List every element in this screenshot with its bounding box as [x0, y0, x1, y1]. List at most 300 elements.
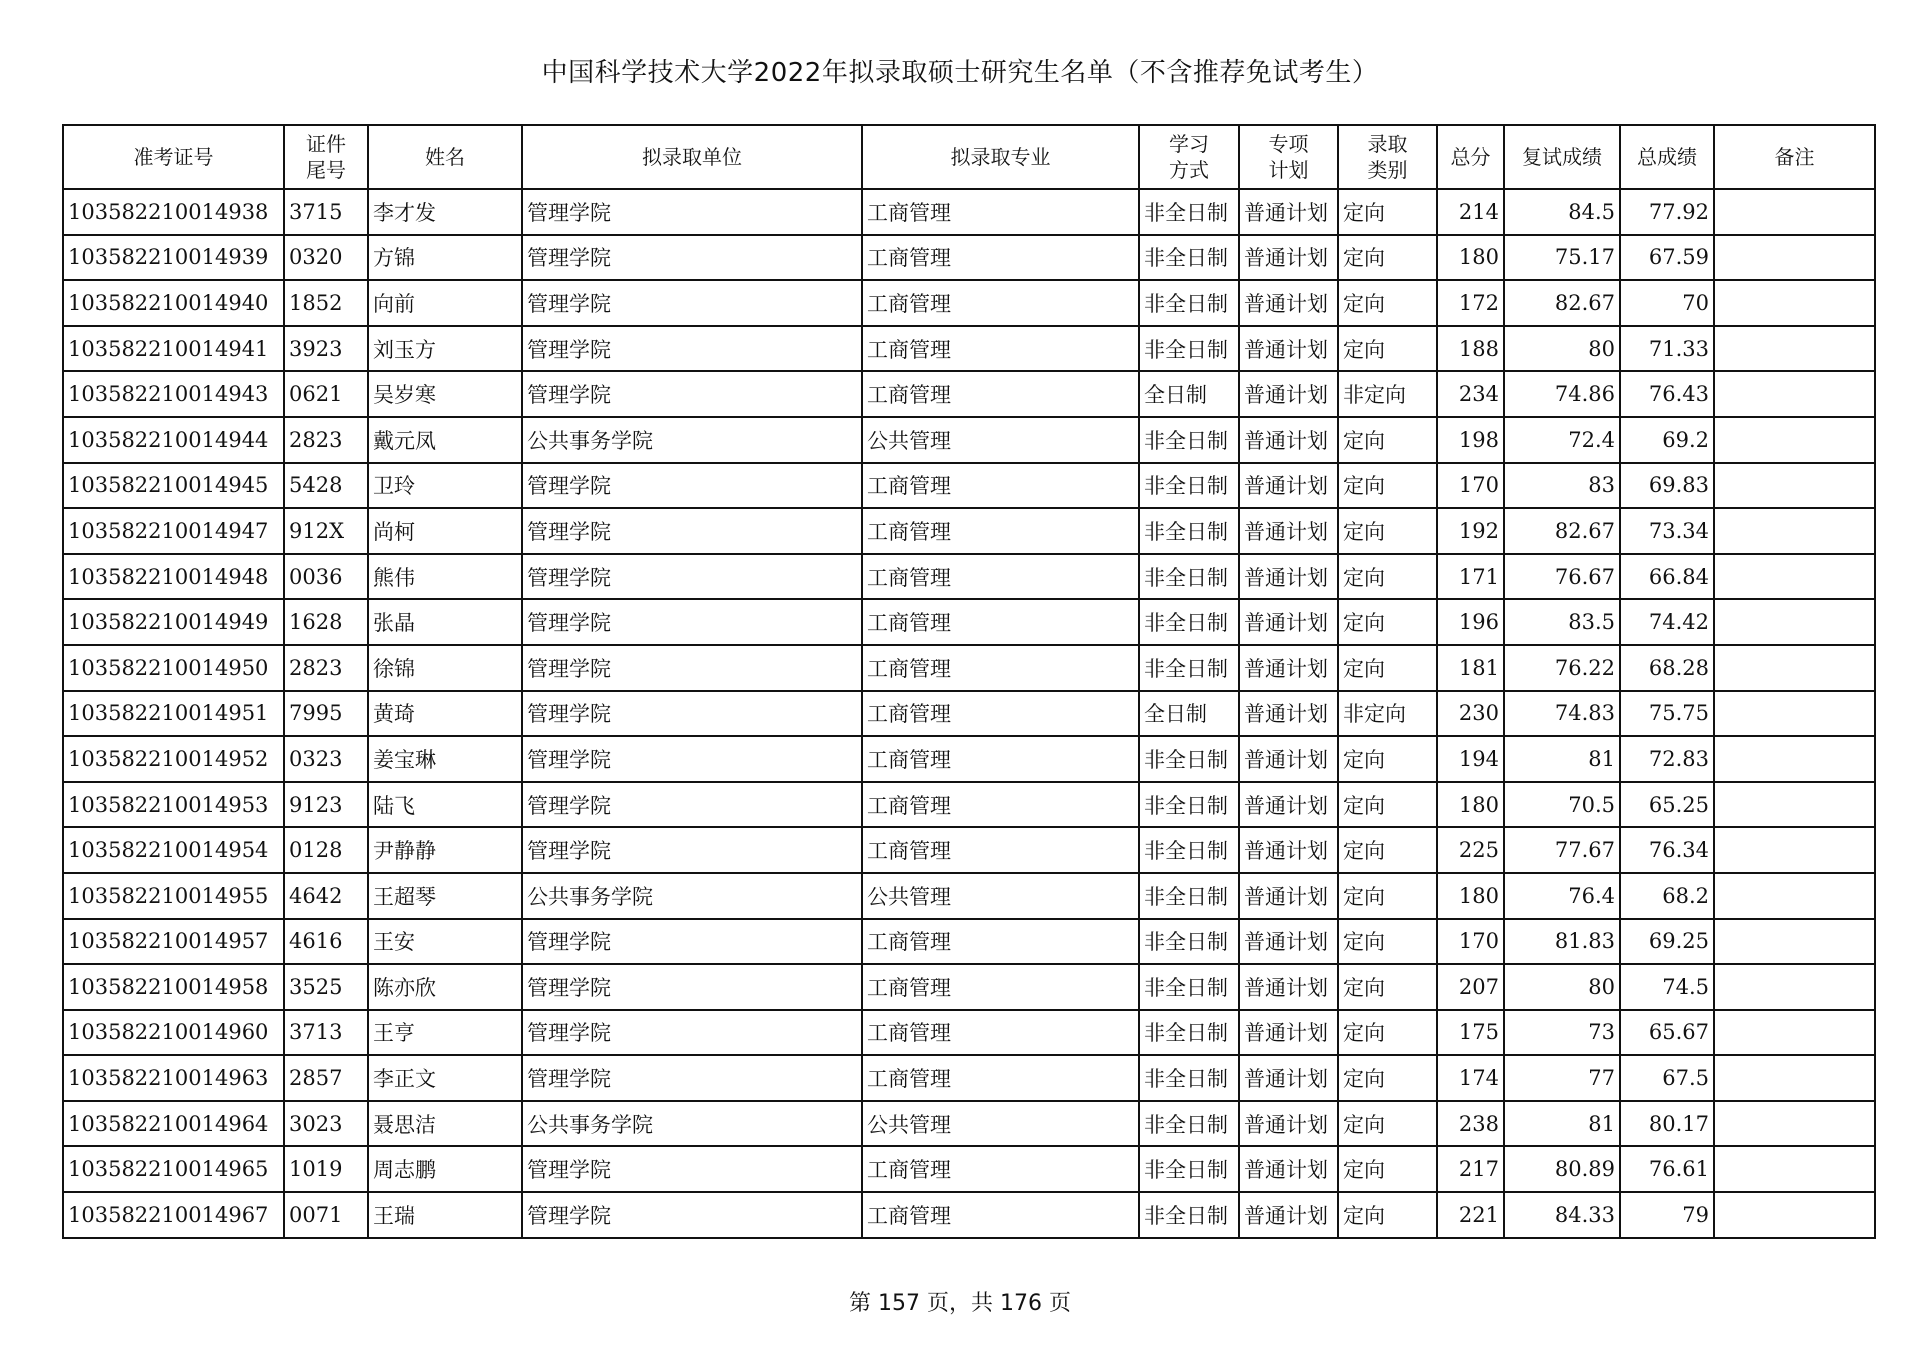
cell-major: 工商管理 — [862, 736, 1139, 782]
cell-special-plan: 普通计划 — [1239, 645, 1338, 691]
cell-final-score: 69.83 — [1620, 463, 1714, 509]
cell-unit: 管理学院 — [522, 554, 862, 600]
cell-unit: 管理学院 — [522, 919, 862, 965]
cell-unit: 管理学院 — [522, 235, 862, 281]
cell-retest-score: 82.67 — [1504, 508, 1620, 554]
cell-major: 工商管理 — [862, 827, 1139, 873]
cell-unit: 管理学院 — [522, 1192, 862, 1238]
cell-special-plan: 普通计划 — [1239, 280, 1338, 326]
cell-major: 工商管理 — [862, 919, 1139, 965]
cell-admission-type: 定向 — [1338, 1146, 1437, 1192]
header-total-score: 总分 — [1437, 125, 1504, 189]
cell-final-score: 79 — [1620, 1192, 1714, 1238]
cell-major: 工商管理 — [862, 326, 1139, 372]
table-row — [63, 326, 1875, 372]
cell-retest-score: 81 — [1504, 736, 1620, 782]
cell-name: 李才发 — [368, 189, 522, 235]
cell-final-score: 65.25 — [1620, 782, 1714, 828]
cell-exam-id: 103582210014965 — [63, 1146, 284, 1192]
cell-major: 工商管理 — [862, 371, 1139, 417]
cell-unit: 管理学院 — [522, 964, 862, 1010]
cell-total-score: 180 — [1437, 235, 1504, 281]
cell-exam-id: 103582210014945 — [63, 463, 284, 509]
cell-final-score: 66.84 — [1620, 554, 1714, 600]
cell-study-mode: 非全日制 — [1139, 873, 1239, 919]
cell-total-score: 217 — [1437, 1146, 1504, 1192]
cell-major: 公共管理 — [862, 873, 1139, 919]
cell-study-mode: 非全日制 — [1139, 1055, 1239, 1101]
cell-major: 工商管理 — [862, 280, 1139, 326]
cell-final-score: 73.34 — [1620, 508, 1714, 554]
table-row — [63, 371, 1875, 417]
header-final-score: 总成绩 — [1620, 125, 1714, 189]
cell-id-suffix: 2823 — [284, 645, 368, 691]
cell-exam-id: 103582210014948 — [63, 554, 284, 600]
cell-retest-score: 82.67 — [1504, 280, 1620, 326]
cell-admission-type: 定向 — [1338, 873, 1437, 919]
cell-unit: 管理学院 — [522, 371, 862, 417]
cell-final-score: 67.59 — [1620, 235, 1714, 281]
table-row — [63, 1010, 1875, 1056]
cell-id-suffix: 3713 — [284, 1010, 368, 1056]
cell-exam-id: 103582210014955 — [63, 873, 284, 919]
cell-unit: 管理学院 — [522, 736, 862, 782]
cell-exam-id: 103582210014940 — [63, 280, 284, 326]
cell-study-mode: 非全日制 — [1139, 417, 1239, 463]
cell-major: 工商管理 — [862, 1055, 1139, 1101]
table-row — [63, 827, 1875, 873]
cell-final-score: 65.67 — [1620, 1010, 1714, 1056]
cell-study-mode: 非全日制 — [1139, 736, 1239, 782]
cell-unit: 管理学院 — [522, 1010, 862, 1056]
cell-final-score: 76.61 — [1620, 1146, 1714, 1192]
table-row — [63, 235, 1875, 281]
cell-exam-id: 103582210014938 — [63, 189, 284, 235]
cell-major: 工商管理 — [862, 463, 1139, 509]
cell-exam-id: 103582210014960 — [63, 1010, 284, 1056]
cell-total-score: 230 — [1437, 691, 1504, 737]
cell-special-plan: 普通计划 — [1239, 736, 1338, 782]
cell-retest-score: 73 — [1504, 1010, 1620, 1056]
cell-total-score: 225 — [1437, 827, 1504, 873]
cell-id-suffix: 2857 — [284, 1055, 368, 1101]
cell-major: 工商管理 — [862, 782, 1139, 828]
cell-final-score: 71.33 — [1620, 326, 1714, 372]
cell-unit: 公共事务学院 — [522, 417, 862, 463]
cell-retest-score: 75.17 — [1504, 235, 1620, 281]
cell-retest-score: 76.67 — [1504, 554, 1620, 600]
cell-name: 张晶 — [368, 599, 522, 645]
cell-name: 王安 — [368, 919, 522, 965]
cell-final-score: 77.92 — [1620, 189, 1714, 235]
cell-admission-type: 定向 — [1338, 782, 1437, 828]
cell-name: 黄琦 — [368, 691, 522, 737]
cell-exam-id: 103582210014939 — [63, 235, 284, 281]
cell-retest-score: 81 — [1504, 1101, 1620, 1147]
cell-total-score: 181 — [1437, 645, 1504, 691]
cell-id-suffix: 0621 — [284, 371, 368, 417]
cell-final-score: 67.5 — [1620, 1055, 1714, 1101]
cell-name: 王瑞 — [368, 1192, 522, 1238]
cell-admission-type: 非定向 — [1338, 691, 1437, 737]
cell-total-score: 214 — [1437, 189, 1504, 235]
cell-final-score: 70 — [1620, 280, 1714, 326]
cell-admission-type: 定向 — [1338, 280, 1437, 326]
cell-remarks — [1714, 691, 1875, 737]
table-row — [63, 599, 1875, 645]
cell-study-mode: 全日制 — [1139, 691, 1239, 737]
cell-retest-score: 70.5 — [1504, 782, 1620, 828]
cell-admission-type: 定向 — [1338, 736, 1437, 782]
table-row — [63, 919, 1875, 965]
cell-admission-type: 定向 — [1338, 827, 1437, 873]
cell-id-suffix: 0071 — [284, 1192, 368, 1238]
cell-total-score: 198 — [1437, 417, 1504, 463]
cell-admission-type: 定向 — [1338, 417, 1437, 463]
header-retest-score: 复试成绩 — [1504, 125, 1620, 189]
cell-special-plan: 普通计划 — [1239, 554, 1338, 600]
cell-name: 陆飞 — [368, 782, 522, 828]
cell-id-suffix: 912X — [284, 508, 368, 554]
cell-exam-id: 103582210014952 — [63, 736, 284, 782]
cell-admission-type: 定向 — [1338, 964, 1437, 1010]
cell-special-plan: 普通计划 — [1239, 463, 1338, 509]
cell-remarks — [1714, 964, 1875, 1010]
cell-unit: 公共事务学院 — [522, 1101, 862, 1147]
cell-name: 戴元凤 — [368, 417, 522, 463]
cell-total-score: 180 — [1437, 873, 1504, 919]
cell-exam-id: 103582210014947 — [63, 508, 284, 554]
table-row — [63, 964, 1875, 1010]
cell-remarks — [1714, 280, 1875, 326]
cell-name: 方锦 — [368, 235, 522, 281]
cell-exam-id: 103582210014964 — [63, 1101, 284, 1147]
cell-major: 工商管理 — [862, 189, 1139, 235]
cell-study-mode: 非全日制 — [1139, 827, 1239, 873]
cell-name: 王亨 — [368, 1010, 522, 1056]
cell-major: 工商管理 — [862, 1192, 1139, 1238]
cell-remarks — [1714, 326, 1875, 372]
cell-major: 公共管理 — [862, 417, 1139, 463]
cell-exam-id: 103582210014950 — [63, 645, 284, 691]
cell-major: 公共管理 — [862, 1101, 1139, 1147]
cell-id-suffix: 3023 — [284, 1101, 368, 1147]
cell-major: 工商管理 — [862, 1146, 1139, 1192]
cell-admission-type: 定向 — [1338, 645, 1437, 691]
table-row — [63, 645, 1875, 691]
cell-study-mode: 非全日制 — [1139, 1101, 1239, 1147]
cell-retest-score: 76.22 — [1504, 645, 1620, 691]
page-title: 中国科学技术大学2022年拟录取硕士研究生名单（不含推荐免试考生） — [541, 58, 1379, 88]
cell-id-suffix: 5428 — [284, 463, 368, 509]
cell-total-score: 196 — [1437, 599, 1504, 645]
cell-remarks — [1714, 873, 1875, 919]
cell-study-mode: 非全日制 — [1139, 599, 1239, 645]
cell-name: 周志鹏 — [368, 1146, 522, 1192]
cell-retest-score: 83.5 — [1504, 599, 1620, 645]
cell-unit: 公共事务学院 — [522, 873, 862, 919]
cell-total-score: 175 — [1437, 1010, 1504, 1056]
cell-special-plan: 普通计划 — [1239, 189, 1338, 235]
cell-unit: 管理学院 — [522, 280, 862, 326]
cell-retest-score: 74.86 — [1504, 371, 1620, 417]
admission-table — [62, 124, 1876, 1239]
cell-special-plan: 普通计划 — [1239, 1055, 1338, 1101]
cell-total-score: 188 — [1437, 326, 1504, 372]
table-row — [63, 189, 1875, 235]
cell-retest-score: 84.33 — [1504, 1192, 1620, 1238]
cell-id-suffix: 1019 — [284, 1146, 368, 1192]
cell-study-mode: 非全日制 — [1139, 554, 1239, 600]
cell-admission-type: 定向 — [1338, 1101, 1437, 1147]
cell-special-plan: 普通计划 — [1239, 1101, 1338, 1147]
cell-id-suffix: 1852 — [284, 280, 368, 326]
cell-special-plan: 普通计划 — [1239, 691, 1338, 737]
cell-study-mode: 非全日制 — [1139, 463, 1239, 509]
cell-remarks — [1714, 919, 1875, 965]
cell-retest-score: 80.89 — [1504, 1146, 1620, 1192]
cell-study-mode: 非全日制 — [1139, 1192, 1239, 1238]
cell-total-score: 234 — [1437, 371, 1504, 417]
cell-study-mode: 非全日制 — [1139, 1010, 1239, 1056]
cell-id-suffix: 1628 — [284, 599, 368, 645]
header-exam-id: 准考证号 — [63, 125, 284, 189]
cell-name: 王超琴 — [368, 873, 522, 919]
cell-id-suffix: 9123 — [284, 782, 368, 828]
cell-study-mode: 全日制 — [1139, 371, 1239, 417]
table-row — [63, 782, 1875, 828]
cell-exam-id: 103582210014963 — [63, 1055, 284, 1101]
cell-unit: 管理学院 — [522, 691, 862, 737]
cell-final-score: 76.34 — [1620, 827, 1714, 873]
cell-unit: 管理学院 — [522, 508, 862, 554]
cell-special-plan: 普通计划 — [1239, 326, 1338, 372]
cell-id-suffix: 2823 — [284, 417, 368, 463]
header-major: 拟录取专业 — [862, 125, 1139, 189]
cell-major: 工商管理 — [862, 235, 1139, 281]
table-row — [63, 1146, 1875, 1192]
cell-name: 向前 — [368, 280, 522, 326]
cell-retest-score: 72.4 — [1504, 417, 1620, 463]
cell-admission-type: 定向 — [1338, 189, 1437, 235]
cell-special-plan: 普通计划 — [1239, 964, 1338, 1010]
cell-unit: 管理学院 — [522, 1055, 862, 1101]
cell-id-suffix: 0320 — [284, 235, 368, 281]
cell-remarks — [1714, 463, 1875, 509]
cell-exam-id: 103582210014953 — [63, 782, 284, 828]
cell-major: 工商管理 — [862, 1010, 1139, 1056]
cell-admission-type: 定向 — [1338, 1192, 1437, 1238]
cell-name: 尹静静 — [368, 827, 522, 873]
cell-remarks — [1714, 1192, 1875, 1238]
cell-remarks — [1714, 645, 1875, 691]
cell-study-mode: 非全日制 — [1139, 645, 1239, 691]
cell-id-suffix: 4616 — [284, 919, 368, 965]
cell-final-score: 74.5 — [1620, 964, 1714, 1010]
cell-exam-id: 103582210014957 — [63, 919, 284, 965]
cell-name: 吴岁寒 — [368, 371, 522, 417]
cell-name: 刘玉方 — [368, 326, 522, 372]
cell-id-suffix: 4642 — [284, 873, 368, 919]
table-row — [63, 691, 1875, 737]
cell-special-plan: 普通计划 — [1239, 417, 1338, 463]
table-row — [63, 463, 1875, 509]
cell-major: 工商管理 — [862, 964, 1139, 1010]
page-footer: 第 157 页，共 176 页 — [849, 1291, 1071, 1316]
cell-final-score: 68.28 — [1620, 645, 1714, 691]
cell-admission-type: 定向 — [1338, 1055, 1437, 1101]
cell-total-score: 174 — [1437, 1055, 1504, 1101]
cell-study-mode: 非全日制 — [1139, 964, 1239, 1010]
cell-special-plan: 普通计划 — [1239, 873, 1338, 919]
cell-unit: 管理学院 — [522, 599, 862, 645]
cell-unit: 管理学院 — [522, 189, 862, 235]
cell-unit: 管理学院 — [522, 463, 862, 509]
cell-name: 陈亦欣 — [368, 964, 522, 1010]
cell-remarks — [1714, 371, 1875, 417]
table-row — [63, 736, 1875, 782]
table-row — [63, 1192, 1875, 1238]
cell-final-score: 76.43 — [1620, 371, 1714, 417]
cell-admission-type: 定向 — [1338, 919, 1437, 965]
cell-final-score: 74.42 — [1620, 599, 1714, 645]
table-row — [63, 417, 1875, 463]
table-body — [63, 189, 1875, 1238]
cell-unit: 管理学院 — [522, 827, 862, 873]
cell-total-score: 171 — [1437, 554, 1504, 600]
cell-retest-score: 83 — [1504, 463, 1620, 509]
cell-major: 工商管理 — [862, 691, 1139, 737]
cell-id-suffix: 0128 — [284, 827, 368, 873]
cell-name: 姜宝琳 — [368, 736, 522, 782]
cell-name: 聂思洁 — [368, 1101, 522, 1147]
cell-total-score: 207 — [1437, 964, 1504, 1010]
cell-special-plan: 普通计划 — [1239, 827, 1338, 873]
cell-id-suffix: 3715 — [284, 189, 368, 235]
cell-final-score: 68.2 — [1620, 873, 1714, 919]
cell-total-score: 221 — [1437, 1192, 1504, 1238]
cell-study-mode: 非全日制 — [1139, 919, 1239, 965]
cell-name: 尚柯 — [368, 508, 522, 554]
cell-admission-type: 定向 — [1338, 1010, 1437, 1056]
cell-name: 卫玲 — [368, 463, 522, 509]
cell-remarks — [1714, 508, 1875, 554]
cell-special-plan: 普通计划 — [1239, 508, 1338, 554]
cell-exam-id: 103582210014944 — [63, 417, 284, 463]
cell-id-suffix: 7995 — [284, 691, 368, 737]
cell-id-suffix: 3923 — [284, 326, 368, 372]
cell-remarks — [1714, 736, 1875, 782]
cell-special-plan: 普通计划 — [1239, 919, 1338, 965]
header-name: 姓名 — [368, 125, 522, 189]
cell-major: 工商管理 — [862, 599, 1139, 645]
cell-total-score: 192 — [1437, 508, 1504, 554]
cell-retest-score: 77.67 — [1504, 827, 1620, 873]
cell-final-score: 72.83 — [1620, 736, 1714, 782]
cell-final-score: 69.25 — [1620, 919, 1714, 965]
header-admission-type: 录取类别 — [1338, 125, 1437, 189]
cell-special-plan: 普通计划 — [1239, 1192, 1338, 1238]
cell-admission-type: 定向 — [1338, 463, 1437, 509]
cell-total-score: 238 — [1437, 1101, 1504, 1147]
cell-id-suffix: 0323 — [284, 736, 368, 782]
cell-remarks — [1714, 1101, 1875, 1147]
cell-retest-score: 80 — [1504, 964, 1620, 1010]
cell-exam-id: 103582210014958 — [63, 964, 284, 1010]
cell-unit: 管理学院 — [522, 1146, 862, 1192]
table-row — [63, 554, 1875, 600]
cell-study-mode: 非全日制 — [1139, 189, 1239, 235]
cell-name: 徐锦 — [368, 645, 522, 691]
cell-id-suffix: 0036 — [284, 554, 368, 600]
cell-special-plan: 普通计划 — [1239, 235, 1338, 281]
cell-total-score: 180 — [1437, 782, 1504, 828]
cell-remarks — [1714, 827, 1875, 873]
cell-remarks — [1714, 554, 1875, 600]
cell-unit: 管理学院 — [522, 326, 862, 372]
header-study-mode: 学习方式 — [1139, 125, 1239, 189]
cell-id-suffix: 3525 — [284, 964, 368, 1010]
cell-admission-type: 定向 — [1338, 599, 1437, 645]
cell-total-score: 172 — [1437, 280, 1504, 326]
cell-total-score: 194 — [1437, 736, 1504, 782]
table-row — [63, 508, 1875, 554]
cell-study-mode: 非全日制 — [1139, 235, 1239, 281]
cell-special-plan: 普通计划 — [1239, 1010, 1338, 1056]
cell-unit: 管理学院 — [522, 645, 862, 691]
cell-retest-score: 74.83 — [1504, 691, 1620, 737]
cell-exam-id: 103582210014954 — [63, 827, 284, 873]
cell-remarks — [1714, 417, 1875, 463]
cell-unit: 管理学院 — [522, 782, 862, 828]
cell-admission-type: 定向 — [1338, 508, 1437, 554]
cell-admission-type: 非定向 — [1338, 371, 1437, 417]
cell-study-mode: 非全日制 — [1139, 326, 1239, 372]
cell-retest-score: 81.83 — [1504, 919, 1620, 965]
cell-special-plan: 普通计划 — [1239, 782, 1338, 828]
cell-remarks — [1714, 1055, 1875, 1101]
cell-remarks — [1714, 599, 1875, 645]
table-header-row — [63, 125, 1875, 189]
table-row — [63, 873, 1875, 919]
cell-remarks — [1714, 1146, 1875, 1192]
cell-study-mode: 非全日制 — [1139, 280, 1239, 326]
cell-remarks — [1714, 189, 1875, 235]
cell-retest-score: 77 — [1504, 1055, 1620, 1101]
cell-retest-score: 80 — [1504, 326, 1620, 372]
cell-remarks — [1714, 782, 1875, 828]
cell-study-mode: 非全日制 — [1139, 508, 1239, 554]
cell-special-plan: 普通计划 — [1239, 1146, 1338, 1192]
header-remarks: 备注 — [1714, 125, 1875, 189]
header-id-suffix: 证件尾号 — [284, 125, 368, 189]
cell-remarks — [1714, 235, 1875, 281]
cell-study-mode: 非全日制 — [1139, 782, 1239, 828]
table-row — [63, 1055, 1875, 1101]
cell-special-plan: 普通计划 — [1239, 371, 1338, 417]
cell-final-score: 80.17 — [1620, 1101, 1714, 1147]
table-row — [63, 280, 1875, 326]
cell-final-score: 69.2 — [1620, 417, 1714, 463]
cell-remarks — [1714, 1010, 1875, 1056]
cell-exam-id: 103582210014943 — [63, 371, 284, 417]
cell-exam-id: 103582210014941 — [63, 326, 284, 372]
cell-final-score: 75.75 — [1620, 691, 1714, 737]
cell-exam-id: 103582210014967 — [63, 1192, 284, 1238]
cell-exam-id: 103582210014949 — [63, 599, 284, 645]
table-row — [63, 1101, 1875, 1147]
header-unit: 拟录取单位 — [522, 125, 862, 189]
